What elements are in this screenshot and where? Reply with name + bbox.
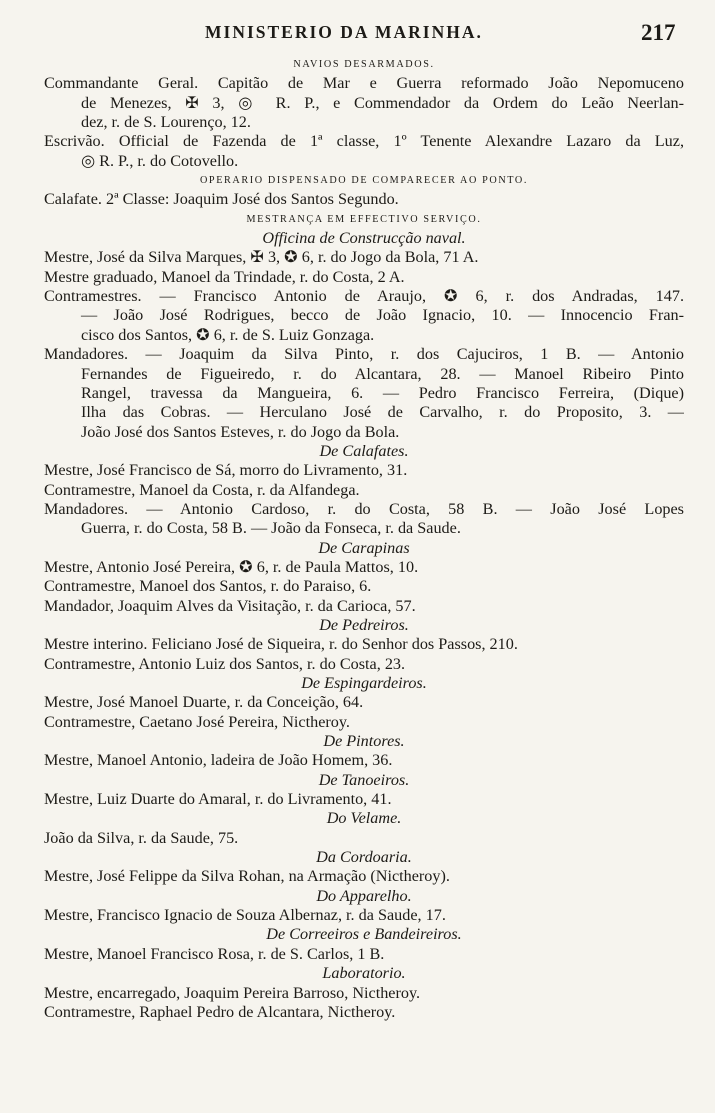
text-line: Mestre, Antonio José Pereira, ✪ 6, r. de Paula Mattos, 10. bbox=[44, 557, 419, 576]
text-line: Contramestres. — Francisco Antonio de Araujo, ✪ 6, r. dos Andradas, 147. bbox=[44, 287, 684, 306]
text-line: Calafate. 2ª Classe: Joaquim José dos Santos Segundo. bbox=[44, 190, 399, 209]
text-line: Contramestre, Raphael Pedro de Alcantara, Nictheroy. bbox=[44, 1002, 396, 1021]
text-line: Mestre graduado, Manoel da Trindade, r. do Costa, 2 A. bbox=[44, 267, 405, 286]
subsection-heading: Laboratorio. bbox=[322, 964, 406, 983]
text-line: Escrivão. Official de Fazenda de 1ª classe, 1º Tenente Alexandre Lazaro da Luz, bbox=[44, 132, 684, 151]
page-number: 217 bbox=[641, 20, 676, 45]
text-line: Contramestre, Antonio Luiz dos Santos, r. do Costa, 23. bbox=[44, 654, 406, 673]
text-line: dez, r. de S. Lourenço, 12. bbox=[81, 113, 251, 132]
section-heading: OPERARIO DISPENSADO DE COMPARECER AO PONTO. bbox=[199, 175, 529, 187]
text-line: Mestre, José Felippe da Silva Rohan, na Armação (Nictheroy). bbox=[44, 867, 450, 886]
subsection-heading: Do Velame. bbox=[326, 809, 402, 828]
text-line: — João José Rodrigues, becco de João Ignacio, 10. — Innocencio Fran- bbox=[81, 306, 684, 325]
text-line: Fernandes de Figueiredo, r. do Alcantara, 28. — Manoel Ribeiro Pinto bbox=[81, 364, 684, 383]
text-line: João José dos Santos Esteves, r. do Jogo da Bola. bbox=[81, 422, 400, 441]
text-line: Rangel, travessa da Mangueira, 6. — Pedro Francisco Ferreira, (Dique) bbox=[81, 383, 684, 402]
section-heading: NAVIOS DESARMADOS. bbox=[293, 59, 435, 70]
subsection-heading: De Tanoeiros. bbox=[318, 770, 410, 789]
text-line: Mestre, Manoel Francisco Rosa, r. de S. Carlos, 1 B. bbox=[44, 944, 385, 963]
subsection-heading: Da Cordoaria. bbox=[316, 848, 412, 867]
subsection-heading: De Pedreiros. bbox=[319, 615, 409, 634]
subsection-heading: De Carapinas bbox=[318, 538, 410, 557]
text-line: Ilha das Cobras. — Herculano José de Carvalho, r. do Proposito, 3. — bbox=[81, 403, 684, 422]
text-line: Commandante Geral. Capitão de Mar e Guerra reformado João Nepomuceno bbox=[44, 74, 684, 93]
text-line: Mandador, Joaquim Alves da Visitação, r. da Carioca, 57. bbox=[44, 596, 416, 615]
text-line: Contramestre, Caetano José Pereira, Nictheroy. bbox=[44, 712, 350, 731]
text-line: Mestre, José Manoel Duarte, r. da Conceição, 64. bbox=[44, 693, 364, 712]
subsection-heading: De Pintores. bbox=[323, 732, 405, 751]
page-header bbox=[0, 22, 715, 52]
text-line: ◎ R. P., r. do Cotovello. bbox=[81, 151, 239, 170]
text-line: Mestre interino. Feliciano José de Siqueira, r. do Senhor dos Passos, 210. bbox=[44, 635, 518, 654]
text-line: Mandadores. — Antonio Cardoso, r. do Costa, 58 B. — João José Lopes bbox=[44, 499, 684, 518]
subsection-heading: Officina de Construcção naval. bbox=[262, 229, 466, 248]
text-line: Guerra, r. do Costa, 58 B. — João da Fonseca, r. da Saude. bbox=[81, 519, 461, 538]
text-line: Mestre, encarregado, Joaquim Pereira Barroso, Nictheroy. bbox=[44, 983, 421, 1002]
text-line: cisco dos Santos, ✪ 6, r. de S. Luiz Gonzaga. bbox=[81, 325, 375, 344]
text-line: Mestre, José Francisco de Sá, morro do Livramento, 31. bbox=[44, 461, 408, 480]
text-line: Mestre, Luiz Duarte do Amaral, r. do Livramento, 41. bbox=[44, 790, 392, 809]
subsection-heading: De Espingardeiros. bbox=[301, 674, 427, 692]
text-line: Contramestre, Manoel dos Santos, r. do Paraiso, 6. bbox=[44, 577, 372, 596]
running-title: MINISTERIO DA MARINHA. bbox=[205, 22, 483, 42]
text-line: Mestre, Francisco Ignacio de Souza Albernaz, r. da Saude, 17. bbox=[44, 906, 446, 925]
subsection-heading: Do Apparelho. bbox=[316, 886, 412, 905]
subsection-heading: De Calafates. bbox=[319, 441, 409, 460]
text-line: de Menezes, ✠ 3, ◎ R. P., e Commendador da Ordem do Leão Neerlan- bbox=[81, 93, 684, 112]
text-line: Mandadores. — Joaquim da Silva Pinto, r. dos Cajuciros, 1 B. — Antonio bbox=[44, 345, 684, 364]
text-line: Mestre, José da Silva Marques, ✠ 3, ✪ 6, r. do Jogo da Bola, 71 A. bbox=[44, 248, 479, 267]
subsection-heading: De Correeiros e Bandeireiros. bbox=[266, 925, 462, 944]
page-body bbox=[44, 55, 684, 1022]
text-line: Mestre, Manoel Antonio, ladeira de João Homem, 36. bbox=[44, 751, 393, 770]
text-line: João da Silva, r. da Saude, 75. bbox=[44, 828, 239, 847]
text-line: Contramestre, Manoel da Costa, r. da Alfandega. bbox=[44, 480, 360, 499]
section-heading: MESTRANÇA EM EFFECTIVO SERVIÇO. bbox=[246, 213, 482, 225]
